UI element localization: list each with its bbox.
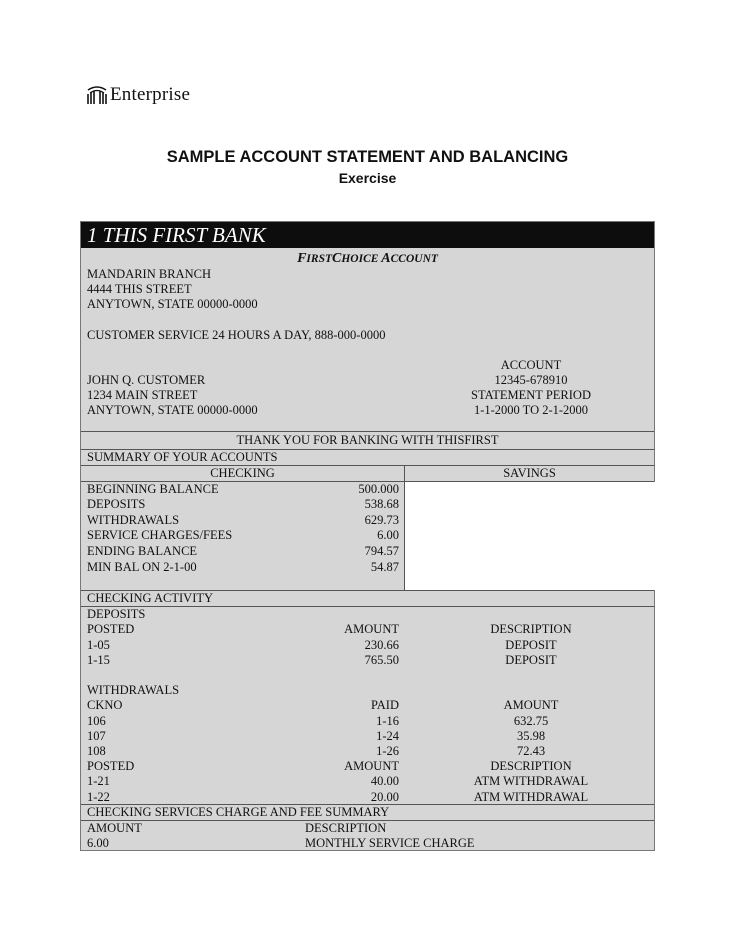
account-type-part-1: IRST <box>306 253 332 265</box>
page-subtitle: Exercise <box>338 170 397 186</box>
fees-description-header: DESCRIPTION <box>305 821 387 835</box>
account-label: ACCOUNT <box>500 358 562 372</box>
atm-amount: 40.00 <box>370 774 399 788</box>
check-number: 107 <box>87 729 106 743</box>
bank-name: 1 THIS FIRST BANK <box>81 222 654 248</box>
checks-paid-header: PAID <box>370 698 399 712</box>
deposit-description: DEPOSIT <box>505 638 557 652</box>
summary-label: DEPOSITS <box>87 497 146 511</box>
fee-description: MONTHLY SERVICE CHARGE <box>305 836 475 850</box>
deposits-amount-header: AMOUNT <box>344 622 399 636</box>
account-type-part-2: HOICE <box>341 253 382 265</box>
summary-value: 6.00 <box>377 528 399 542</box>
branch-name: MANDARIN BRANCH <box>87 267 211 281</box>
deposits-label: DEPOSITS <box>87 607 146 621</box>
customer-name: JOHN Q. CUSTOMER <box>87 373 206 387</box>
account-type-part-3: CCOUNT <box>390 253 438 265</box>
enterprise-logo-icon <box>86 85 108 105</box>
atm-amount: 20.00 <box>370 790 399 804</box>
divider <box>81 431 654 432</box>
summary-title: SUMMARY OF YOUR ACCOUNTS <box>87 450 278 464</box>
summary-label: ENDING BALANCE <box>87 544 198 558</box>
atm-posted-header: POSTED <box>87 759 135 773</box>
column-divider <box>404 465 405 481</box>
summary-value: 794.57 <box>364 544 399 558</box>
check-paid: 1-26 <box>376 744 399 758</box>
summary-value: 500.000 <box>358 482 399 496</box>
customer-street: 1234 MAIN STREET <box>87 388 198 402</box>
statement-period-label: STATEMENT PERIOD <box>471 388 591 402</box>
account-type-title <box>81 250 654 268</box>
deposits-posted-header: POSTED <box>87 622 135 636</box>
divider <box>81 606 654 607</box>
account-type-initial-3: A <box>381 251 391 266</box>
savings-header: SAVINGS <box>503 466 556 480</box>
summary-value: 538.68 <box>364 497 399 511</box>
deposit-description: DEPOSIT <box>505 653 557 667</box>
checking-header: CHECKING <box>210 466 275 480</box>
deposit-posted: 1-15 <box>87 653 110 667</box>
atm-amount-header: AMOUNT <box>344 759 399 773</box>
atm-description-header: DESCRIPTION <box>490 759 572 773</box>
thank-you-message: THANK YOU FOR BANKING WITH THISFIRST <box>236 433 499 447</box>
savings-panel <box>404 482 655 590</box>
fees-title: CHECKING SERVICES CHARGE AND FEE SUMMARY <box>87 805 390 819</box>
checking-activity-title: CHECKING ACTIVITY <box>87 591 214 605</box>
check-paid: 1-24 <box>376 729 399 743</box>
atm-description: ATM WITHDRAWAL <box>473 774 589 788</box>
checks-amount-header: AMOUNT <box>503 698 559 712</box>
enterprise-logo-text: Enterprise <box>110 84 191 105</box>
deposit-amount: 765.50 <box>364 653 399 667</box>
summary-value: 629.73 <box>364 513 399 527</box>
statement-period: 1-1-2000 TO 2-1-2000 <box>473 403 589 417</box>
account-statement <box>80 221 655 851</box>
customer-city: ANYTOWN, STATE 00000-0000 <box>87 403 258 417</box>
check-paid: 1-16 <box>376 714 399 728</box>
summary-value: 54.87 <box>370 560 399 574</box>
summary-label: MIN BAL ON 2-1-00 <box>87 560 197 574</box>
summary-label: SERVICE CHARGES/FEES <box>87 528 233 542</box>
check-amount: 35.98 <box>516 729 546 743</box>
deposits-description-header: DESCRIPTION <box>490 622 572 636</box>
atm-posted: 1-22 <box>87 790 110 804</box>
check-number: 106 <box>87 714 106 728</box>
atm-posted: 1-21 <box>87 774 110 788</box>
check-amount: 72.43 <box>516 744 546 758</box>
deposit-amount: 230.66 <box>364 638 399 652</box>
checks-ckno-header: CKNO <box>87 698 123 712</box>
atm-description: ATM WITHDRAWAL <box>473 790 589 804</box>
deposit-posted: 1-05 <box>87 638 110 652</box>
branch-city: ANYTOWN, STATE 00000-0000 <box>87 297 258 311</box>
branch-street: 4444 THIS STREET <box>87 282 192 296</box>
fee-amount: 6.00 <box>87 836 109 850</box>
page-title: SAMPLE ACCOUNT STATEMENT AND BALANCING <box>166 148 569 166</box>
account-number: 12345-678910 <box>494 373 568 387</box>
check-number: 108 <box>87 744 106 758</box>
withdrawals-label: WITHDRAWALS <box>87 683 180 697</box>
summary-label: WITHDRAWALS <box>87 513 180 527</box>
account-type-initial-1: F <box>297 251 307 266</box>
enterprise-logo <box>86 85 190 105</box>
customer-service: CUSTOMER SERVICE 24 HOURS A DAY, 888-000-0000 <box>87 328 386 342</box>
check-amount: 632.75 <box>513 714 549 728</box>
fees-amount-header: AMOUNT <box>87 821 142 835</box>
account-type-initial-2: C <box>332 251 342 266</box>
summary-label: BEGINNING BALANCE <box>87 482 219 496</box>
